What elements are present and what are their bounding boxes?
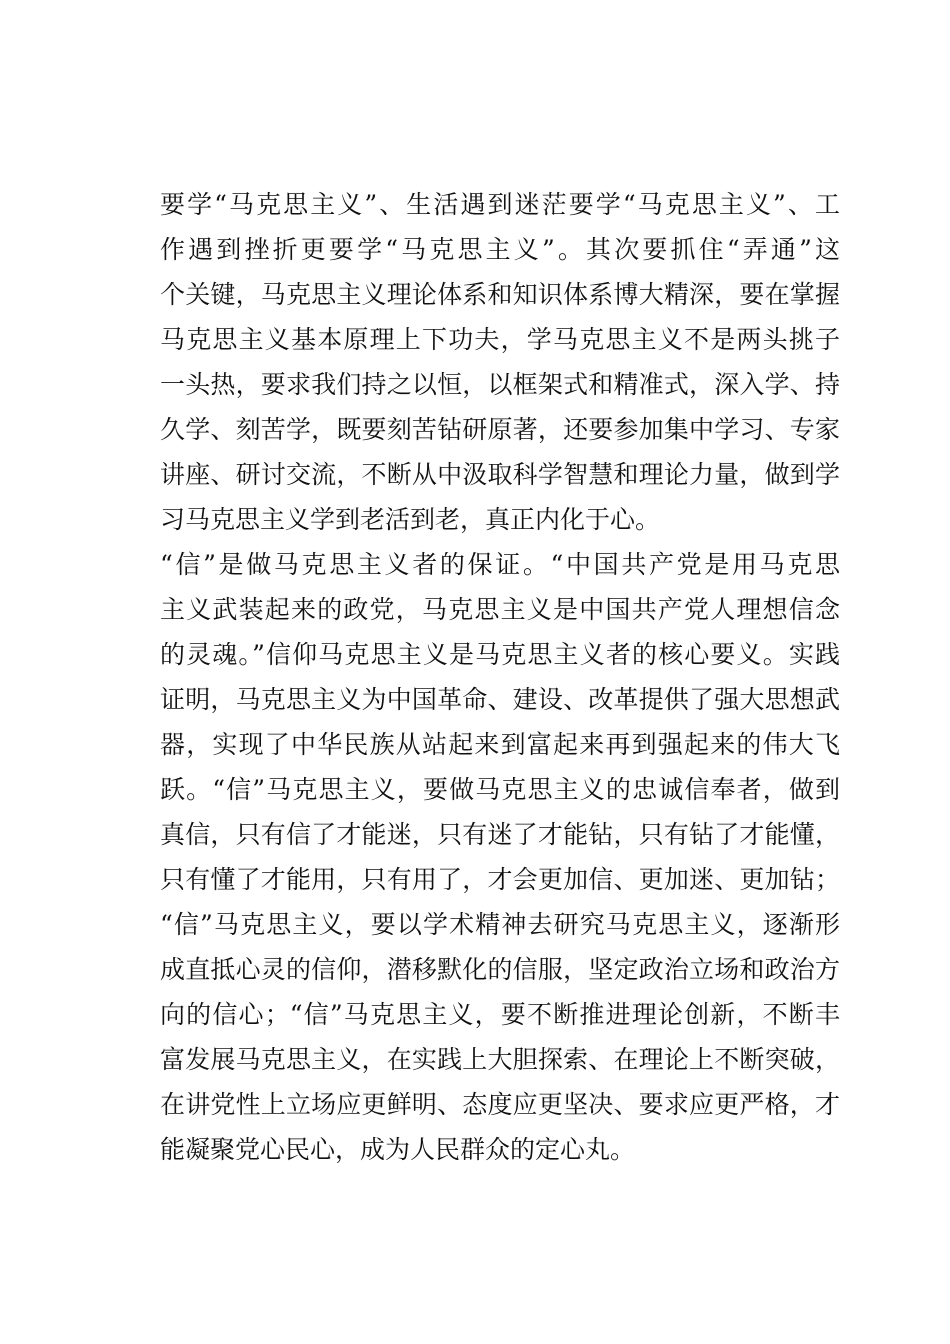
text-line: 马克思主义基本原理上下功夫，学马克思主义不是两头挑子: [160, 325, 840, 354]
text-line: 富发展马克思主义，在实践上大胆探索、在理论上不断突破，: [160, 1045, 840, 1074]
text-line: 器，实现了中华民族从站起来到富起来再到强起来的伟大飞: [160, 730, 840, 759]
text-line: 一头热，要求我们持之以恒，以框架式和精准式，深入学、持: [160, 370, 840, 399]
text-line: 向的信心；“信”马克思主义，要不断推进理论创新，不断丰: [160, 1000, 840, 1029]
text-line: “信”是做马克思主义者的保证。“中国共产党是用马克思: [160, 550, 840, 579]
text-line: 成直抵心灵的信仰，潜移默化的信服，坚定政治立场和政治方: [160, 955, 840, 984]
text-line: 个关键，马克思主义理论体系和知识体系博大精深，要在掌握: [160, 280, 840, 309]
text-line: 只有懂了才能用，只有用了，才会更加信、更加迷、更加钻；: [160, 865, 840, 894]
body-text: [160, 182, 840, 1172]
text-line: “信”马克思主义，要以学术精神去研究马克思主义，逐渐形: [160, 910, 840, 939]
text-line: 在讲党性上立场应更鲜明、态度应更坚决、要求应更严格，才: [160, 1090, 840, 1119]
text-line: 作遇到挫折更要学“马克思主义”。其次要抓住“弄通”这: [160, 235, 841, 264]
text-line: 跃。“信”马克思主义，要做马克思主义的忠诚信奉者，做到: [160, 775, 840, 804]
text-line: 的灵魂。”信仰马克思主义是马克思主义者的核心要义。实践: [160, 640, 840, 669]
text-line: 久学、刻苦学，既要刻苦钻研原著，还要参加集中学习、专家: [160, 415, 840, 444]
text-line: 主义武装起来的政党，马克思主义是中国共产党人理想信念: [160, 595, 840, 624]
text-line: 要学“马克思主义”、生活遇到迷茫要学“马克思主义”、工: [160, 190, 840, 219]
text-line: 讲座、研讨交流，不断从中汲取科学智慧和理论力量，做到学: [160, 460, 840, 489]
text-line: 能凝聚党心民心，成为人民群众的定心丸。: [160, 1135, 636, 1164]
text-line: 习马克思主义学到老活到老，真正内化于心。: [160, 505, 661, 534]
text-line: 真信，只有信了才能迷，只有迷了才能钻，只有钻了才能懂，: [160, 820, 840, 849]
text-line: 证明，马克思主义为中国革命、建设、改革提供了强大思想武: [160, 685, 840, 714]
